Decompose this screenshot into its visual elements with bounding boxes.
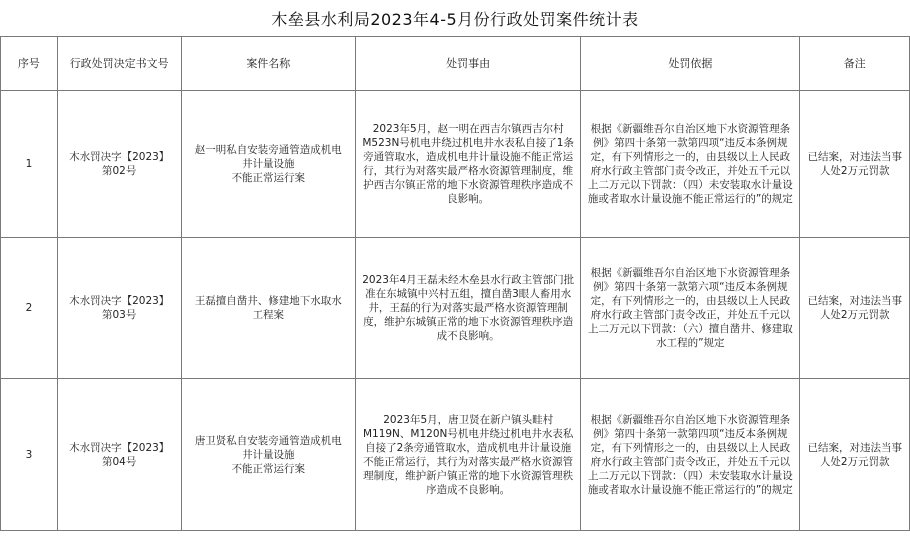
page-title: 木垒县水利局2023年4-5月份行政处罚案件统计表 (271, 9, 639, 29)
table-header (1, 37, 910, 91)
penalty-basis-text: 根据《新疆维吾尔自治区地下水资源管理条例》第四十条第一款第四项“违反本条例规定，有下列情形之一的，由县级以上人民政府水行政主管部门责令改正，并处五千元以上二万元以下罚款：（四）未安装取水计量设施或者取水计量设施不能正常运行的”的规定 (587, 123, 793, 205)
serial-no-text: 2 (25, 302, 33, 314)
table-row (1, 238, 910, 379)
cell-remarks (800, 238, 910, 379)
penalty-reason-text: 2023年5月，唐卫贤在新户镇头畦村M119N、M120N号机电井绕过机电井水表私自接了2条旁通管取水，造成机电井计量设施不能正常运行，其行为对落实最严格水资源管理制度，维护新户镇正常的地下水资源管理秩序造成不良影响。 (362, 413, 574, 496)
cell-penalty-reason (356, 91, 581, 238)
cell-case-name (181, 91, 355, 238)
cell-case-name (181, 379, 355, 531)
cell-decision-doc-no (57, 238, 181, 379)
cell-penalty-basis (581, 91, 800, 238)
table-body (1, 91, 910, 531)
penalty-reason-text: 2023年4月王磊未经木垒县水行政主管部门批准在东城镇中兴村五组，擅自凿3眼人畜用水井，王磊的行为对落实最严格水资源管理制度，维护东城镇正常的地下水资源管理秩序造成不良影响。 (362, 274, 575, 342)
header-remarks: 备注 (800, 37, 910, 91)
cell-penalty-reason (356, 238, 581, 379)
cell-penalty-reason (356, 379, 581, 531)
header-decision-doc-no: 行政处罚决定书文号 (57, 37, 181, 91)
penalty-basis-text: 根据《新疆维吾尔自治区地下水资源管理条例》第四十条第一款第四项“违反本条例规定，有下列情形之一的，由县级以上人民政府水行政主管部门责令改正，并处五千元以上二万元以下罚款：（四）未安装取水计量设施或者取水计量设施不能正常运行的”的规定 (587, 413, 793, 496)
header-penalty-reason: 处罚事由 (356, 37, 581, 91)
remarks-text: 已结案，对违法当事人处2万元罚款 (807, 151, 902, 177)
case-name-text: 唐卫贤私自安装旁通管造成机电 井计量设施 不能正常运行案 (194, 434, 342, 475)
cell-serial-no (1, 238, 58, 379)
header-penalty-basis: 处罚依据 (581, 37, 800, 91)
penalty-reason-text: 2023年5月，赵一明在西吉尔镇西吉尔村M523N号机电井绕过机电井水表私自接了1条旁通管取水，造成机电井计量设施不能正常运行，其行为对落实最严格水资源管理制度，维护西吉尔镇正常的地下水资源管理秩序造成不良影响。 (362, 123, 574, 205)
penalty-basis-text: 根据《新疆维吾尔自治区地下水资源管理条例》第四十条第一款第六项“违反本条例规定，有下列情形之一的，由县级以上人民政府水行政主管部门责令改正，并处五千元以上二万元以下罚款：（六）擅自凿井、修建取水工程的”规定 (587, 267, 793, 349)
penalty-cases-table (0, 36, 910, 531)
serial-no-text: 1 (25, 158, 33, 170)
cell-case-name (181, 238, 355, 379)
header-row (1, 37, 910, 91)
case-name-text: 王磊擅自凿井、修建地下水取水 工程案 (194, 295, 342, 321)
remarks-text: 已结案，对违法当事人处2万元罚款 (807, 295, 902, 321)
header-serial-no: 序号 (1, 37, 58, 91)
case-name-text: 赵一明私自安装旁通管造成机电 井计量设施 不能正常运行案 (194, 144, 342, 184)
cell-decision-doc-no (57, 91, 181, 238)
decision-doc-no-text: 木水罚决字【2023】 第03号 (69, 295, 170, 321)
cell-remarks (800, 91, 910, 238)
header-case-name: 案件名称 (181, 37, 355, 91)
remarks-text: 已结案，对违法当事人处2万元罚款 (807, 441, 902, 468)
table-row (1, 91, 910, 238)
table-row (1, 379, 910, 531)
cell-remarks (800, 379, 910, 531)
cell-decision-doc-no (57, 379, 181, 531)
cell-penalty-basis (581, 379, 800, 531)
cell-serial-no (1, 91, 58, 238)
serial-no-text: 3 (25, 448, 33, 461)
cell-serial-no (1, 379, 58, 531)
decision-doc-no-text: 木水罚决字【2023】 第04号 (69, 441, 170, 468)
decision-doc-no-text: 木水罚决字【2023】 第02号 (69, 151, 170, 177)
cell-penalty-basis (581, 238, 800, 379)
